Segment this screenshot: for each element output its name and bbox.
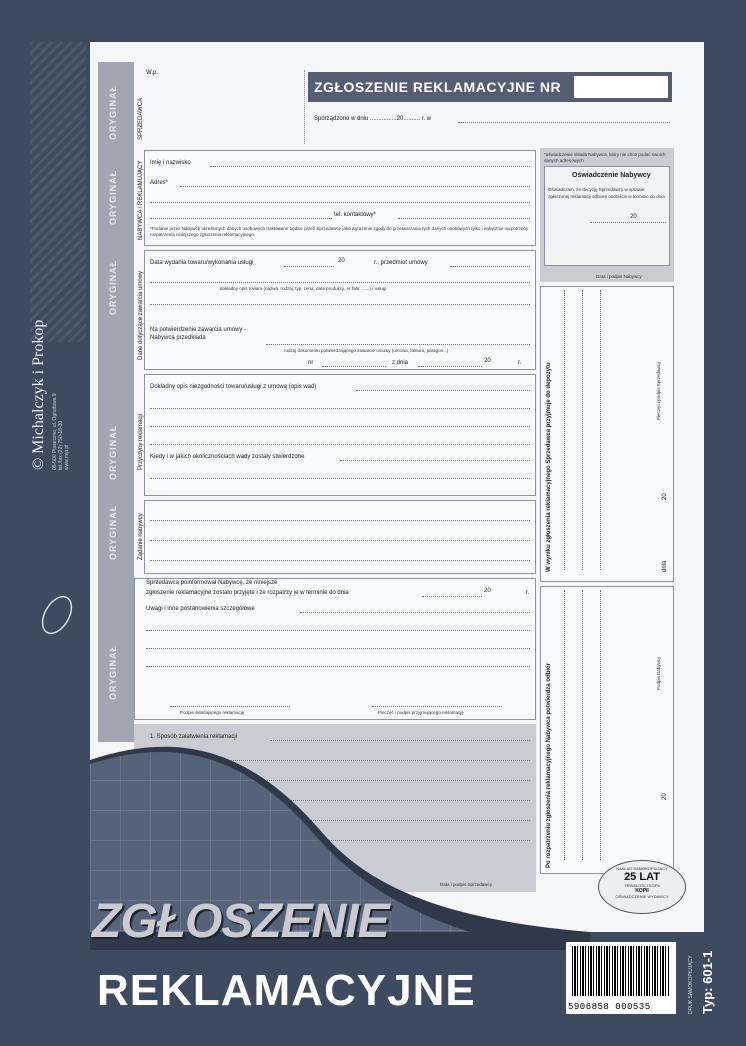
url-line: www.mip.pl <box>64 444 70 470</box>
phone-field[interactable] <box>398 218 530 219</box>
address-field[interactable] <box>180 186 530 187</box>
receiver-sign-label: Pieczęć i podpis przyjmującego reklamację <box>378 710 464 715</box>
seller-info-r: r. <box>526 590 530 596</box>
deposit-line-3[interactable] <box>600 290 602 570</box>
deposit-year: 20 <box>662 493 668 500</box>
seller-side-label: SPRZEDAWCA <box>138 97 144 140</box>
cover-title-line-1: ZGŁOSZENIE <box>92 895 389 948</box>
original-label-2: ORYGINAŁ <box>108 169 118 225</box>
defect-desc-field[interactable] <box>356 390 530 391</box>
contract-nr-label: nr <box>308 360 314 366</box>
address-field-2[interactable] <box>150 202 530 203</box>
defect-desc-field-2[interactable] <box>150 408 530 409</box>
form-number-field[interactable] <box>574 76 668 98</box>
name-field[interactable] <box>210 166 530 167</box>
demand-field-2[interactable] <box>150 540 530 541</box>
complainant-sign-label: Podpis składającego reklamację <box>180 710 245 715</box>
seller-info-text-1: Sprzedawca poinformował Nabywcę, że niniejsze <box>146 580 278 586</box>
declaration-year: 20 <box>630 214 637 220</box>
seller-deadline-field[interactable] <box>422 596 482 597</box>
contract-subject-label: r., przedmiot umowy <box>374 260 428 266</box>
buyer-side-label: NABYWCA / REKLAMUJĄCY <box>138 160 144 240</box>
seller-info-section <box>134 578 536 720</box>
date-place-line[interactable] <box>458 122 670 123</box>
defect-side-label: Przyczyny reklamacji <box>138 413 144 470</box>
declaration-date-field[interactable] <box>590 222 666 223</box>
contract-from-label: z dnia <box>392 360 409 366</box>
contract-side-label: Dane dotyczące zawarcia umowy <box>138 270 144 360</box>
resolution-method-label: 1. Sposób załatwienia reklamacji <box>150 734 238 740</box>
barcode <box>566 942 676 1014</box>
form-title <box>308 72 672 102</box>
contract-subject-field[interactable] <box>450 266 530 267</box>
cover-title-line-2: REKLAMACYJNE <box>97 966 476 1015</box>
stamp-area[interactable] <box>146 70 305 144</box>
defect-when-label: Kiedy i w jakich okolicznościach wady zostały stwierdzone <box>150 454 305 460</box>
deposit-stamp-label: Pieczęć i podpis Sprzedawcy <box>656 361 661 420</box>
seal-ring: OŚWIADCZENIE WYDAWCY <box>615 894 669 899</box>
declaration-title: Oświadczenie Nabywcy <box>572 172 651 179</box>
product-type: Typ: 601-1 <box>700 950 715 1014</box>
stamp-label: W.p. <box>146 70 159 76</box>
receipt-text: Po rozpatrzeniu zgłoszenia reklamacyjnego Nabywca potwierdza odbiór <box>546 662 552 868</box>
address-label: Adres* <box>150 180 169 186</box>
seal-top: NAKŁAD SAMOKOPIUJĄCY <box>616 866 668 871</box>
copy-durability-seal <box>598 860 686 914</box>
address-field-3[interactable] <box>150 218 332 219</box>
receiver-sign-line[interactable] <box>372 706 502 707</box>
declaration-text: Oświadczam, że decyzję Sprzedawcy w sprawie zgłoszonej reklamacji odbiorę osobiście w terminie do dnia <box>548 187 665 199</box>
contract-date-label: Data wydania towaru/wykonania usługi <box>150 260 254 266</box>
deposit-line-2[interactable] <box>582 290 584 570</box>
product-type-note: DRUK SAMOKOPIUJĄCY <box>688 955 694 1014</box>
contract-from-field[interactable] <box>418 366 482 367</box>
original-label-1: ORYGINAŁ <box>108 84 118 140</box>
publisher-logo-icon <box>38 590 76 640</box>
resolution-sign-label: Data i podpis Sprzedawcy <box>440 882 493 887</box>
demand-field-1[interactable] <box>150 520 530 521</box>
name-label: Imię i nazwisko <box>150 160 191 166</box>
contract-subject-field-3[interactable] <box>150 304 530 305</box>
contract-confirm-label: Na potwierdzenie zawarcia umowy - Nabywca przedkłada <box>150 327 247 341</box>
tel-line: tel./fax (22) 750-18-30 <box>58 420 64 470</box>
defect-when-field-2[interactable] <box>150 478 530 479</box>
seller-info-year: 20 <box>484 588 491 594</box>
copyright-mark: © <box>30 457 47 470</box>
original-label-5: ORYGINAŁ <box>108 504 118 560</box>
defect-desc-field-3[interactable] <box>150 426 530 427</box>
notes-field-4[interactable] <box>146 666 530 667</box>
defect-desc-label: Dokładny opis niezgodności towaru/usługi z umową (opis wad) <box>150 384 317 390</box>
contract-document-field[interactable] <box>266 344 530 345</box>
barcode-number: 5906858 000535 <box>568 1002 651 1012</box>
publisher-label: Michalczyk i Prokop <box>30 319 47 454</box>
contract-subject-hint: dokładny opis towaru (nazwa, rodzaj, typ, cena, data produkcji, nr fabr. ......) / usługi <box>220 286 387 291</box>
notes-field-3[interactable] <box>146 648 530 649</box>
date-line: Sporządzono w dniu ................20.......... r. w <box>314 116 432 122</box>
original-label-3: ORYGINAŁ <box>108 259 118 315</box>
publisher-address <box>52 393 70 470</box>
seal-sub: TRWAŁOŚCI KOPII <box>624 883 660 888</box>
receipt-line-3[interactable] <box>600 590 602 860</box>
demand-field-3[interactable] <box>150 560 530 561</box>
declaration-sign: Data i podpis Nabywcy <box>596 274 642 279</box>
address-line: 05-500 Piaseczno, ul. Ogrodowa 9 <box>52 393 58 470</box>
seal-main: 25 LAT <box>624 871 660 883</box>
seller-info-text-2: zgłoszenie reklamacyjne zostało przyjęte i że rozpatrzy je w terminie do dnia <box>146 590 349 596</box>
left-band <box>98 62 134 742</box>
deposit-section <box>540 286 674 582</box>
contract-subject-field-2[interactable] <box>150 282 530 283</box>
contract-nr-field[interactable] <box>322 366 386 367</box>
notes-field-1[interactable] <box>300 612 530 613</box>
contract-date-field[interactable] <box>284 266 334 267</box>
demand-section <box>144 500 536 574</box>
deposit-text: W wyniku zgłoszenia reklamacyjnego Sprzedawca przyjmuje do depozytu <box>546 362 552 572</box>
seal-bottom: KOPII <box>635 888 649 894</box>
deposit-line-1[interactable] <box>564 290 566 570</box>
barcode-bars <box>572 946 670 996</box>
rodo-note: *Podanie przez Nabywcę określonych danych osobowych traktowane będzie przez Sprzedawcę jako wyrażenie zgody do przetwarzania tych danych osobowych tylko i wyłącznie na potrzeby rozpatrzenia niniejszego zgłoszenia reklamacyjnego. <box>150 226 529 237</box>
demand-side-label: Żądanie nabywcy <box>138 513 144 560</box>
publisher-name <box>30 319 48 470</box>
form-title-text: ZGŁOSZENIE REKLAMACYJNE NR <box>314 79 562 95</box>
notes-label: Uwagi i inne postanowienia szczegółowe <box>146 606 255 612</box>
receipt-year: 20 <box>662 793 668 800</box>
contract-r: r. <box>518 360 522 366</box>
phone-label: tel. kontaktowy* <box>334 212 377 218</box>
contract-year: 20 <box>338 258 345 264</box>
deposit-date-label: dnia <box>662 560 668 572</box>
receipt-buyer-sign: Podpis Nabywcy <box>656 656 661 690</box>
declaration-note: *oświadczenie składa Nabywca, który nie chce podać swoich danych adresowych <box>544 152 666 163</box>
declaration-box <box>544 166 670 266</box>
complainant-sign-line[interactable] <box>170 706 290 707</box>
defect-when-field[interactable] <box>340 460 530 461</box>
contract-document-hint: rodzaj dokumentu potwierdzającego zawarcie umowy (umowa, faktura, paragon...) <box>284 348 449 353</box>
contract-year-2: 20 <box>484 358 491 364</box>
original-label-4: ORYGINAŁ <box>108 424 118 480</box>
spine-stripes <box>30 42 86 342</box>
notes-field-2[interactable] <box>146 630 530 631</box>
defect-desc-field-4[interactable] <box>150 444 530 445</box>
original-label-6: ORYGINAŁ <box>108 644 118 700</box>
